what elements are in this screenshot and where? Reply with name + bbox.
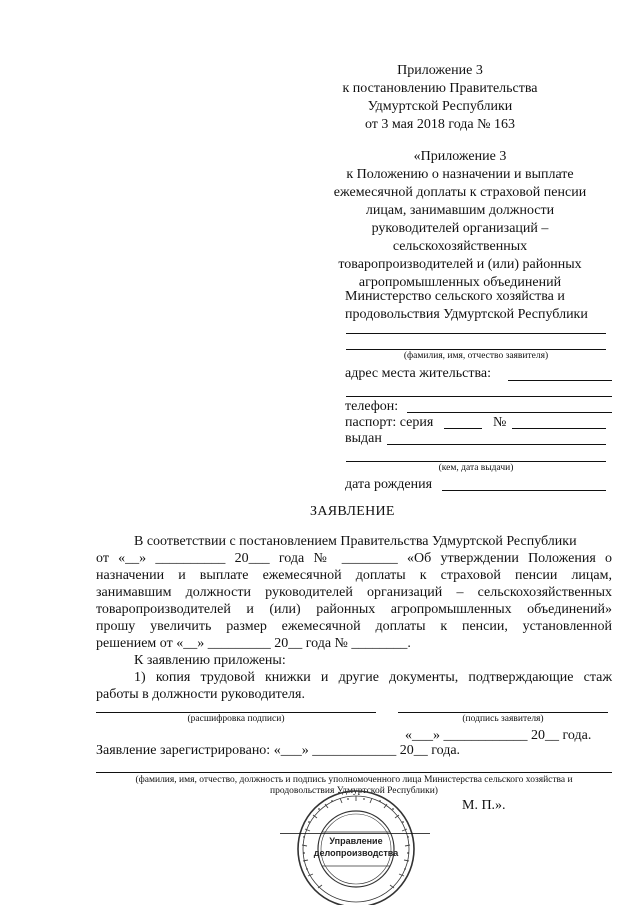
header-line-3: Удмуртской Республики [367, 99, 513, 114]
address-line-1 [508, 380, 612, 381]
attachments-label: К заявлению приложены: [134, 653, 286, 668]
registered-line: Заявление зарегистрировано: «___» ____________ 20__ года. [96, 743, 461, 758]
stamp-signature-line [280, 833, 430, 834]
annex-line-4: лицам, занимавшим должности [365, 203, 555, 218]
official-caption-1: (фамилия, имя, отчество, должность и подпись уполномоченного лица Министерства сельского хозяйства и [135, 775, 573, 785]
document-title: ЗАЯВЛЕНИЕ [310, 504, 395, 519]
header-line-2: к постановлению Правительства [342, 81, 538, 96]
header-line-4: от 3 мая 2018 года № 163 [364, 117, 516, 132]
addressee-line-1: Министерство сельского хозяйства и [345, 289, 565, 304]
official-signature-line [96, 772, 612, 773]
annex-line-6: сельскохозяйственных [392, 239, 528, 254]
official-caption-2: продовольствия Удмуртской Республики) [270, 786, 438, 796]
annex-line-2: к Положению о назначении и выплате [346, 167, 574, 182]
body-line-5: товаропроизводителей и (или) районных агропромышленных объединений» [96, 602, 612, 617]
body-line-7: решением от «__» _________ 20__ года № ________. [96, 636, 411, 651]
issued-caption: (кем, дата выдачи) [438, 463, 514, 473]
decoding-caption: (расшифровка подписи) [187, 714, 285, 724]
annex-line-3: ежемесячной доплаты к страховой пенсии [333, 185, 587, 200]
fio-line-1 [346, 333, 606, 334]
fio-line-2 [346, 349, 606, 350]
issued-label: выдан [345, 431, 382, 446]
birth-date-label: дата рождения [345, 477, 433, 492]
passport-number-line [512, 428, 606, 429]
phone-label: телефон: [345, 399, 399, 414]
decoding-signature-line [96, 712, 376, 713]
phone-line [407, 412, 612, 413]
body-line-1: В соответствии с постановлением Правительства Удмуртской Республики [134, 534, 577, 549]
issued-line-1 [387, 444, 606, 445]
fio-caption: (фамилия, имя, отчество заявителя) [403, 351, 549, 361]
addressee-line-2: продовольствия Удмуртской Республики [345, 307, 588, 322]
official-stamp [292, 787, 420, 905]
birth-date-line [442, 490, 606, 491]
applicant-date: «___» ____________ 20__ года. [405, 728, 592, 743]
passport-series-line [444, 428, 482, 429]
attachment-item-1: 1) копия трудовой книжки и другие документы, подтверждающие стаж [134, 670, 612, 685]
passport-series-label: паспорт: серия [345, 415, 434, 430]
issued-line-2 [346, 461, 606, 462]
stamp-center-line-1: Управление [329, 836, 383, 846]
address-line-2 [346, 396, 612, 397]
stamp-center-line-2: делопроизводства [313, 848, 399, 858]
stamp-place-label: М. П.». [462, 798, 506, 813]
annex-line-5: руководителей организаций – [371, 221, 549, 236]
header-line-1: Приложение 3 [397, 63, 483, 78]
body-line-2: от «__» __________ 20___ года № ________ «Об утверждении Положения о [96, 551, 612, 566]
body-line-4: занимавшим должности руководителей организаций – сельскохозяйственных [96, 585, 612, 600]
annex-line-8: агропромышленных объединений [358, 275, 562, 290]
body-line-3: назначении и выплате ежемесячной доплаты к страховой пенсии лицам, [96, 568, 612, 583]
annex-line-1: «Приложение 3 [413, 149, 507, 164]
annex-line-7: товаропроизводителей и (или) районных [338, 257, 582, 272]
attachment-item-2: работы в должности руководителя. [96, 687, 305, 702]
applicant-signature-line [398, 712, 608, 713]
body-line-6: прошу увеличить размер ежемесячной доплаты к пенсии, установленной [96, 619, 612, 634]
address-label: адрес места жительства: [345, 366, 491, 381]
passport-number-label: № [493, 415, 507, 430]
applicant-caption: (подпись заявителя) [462, 714, 544, 724]
